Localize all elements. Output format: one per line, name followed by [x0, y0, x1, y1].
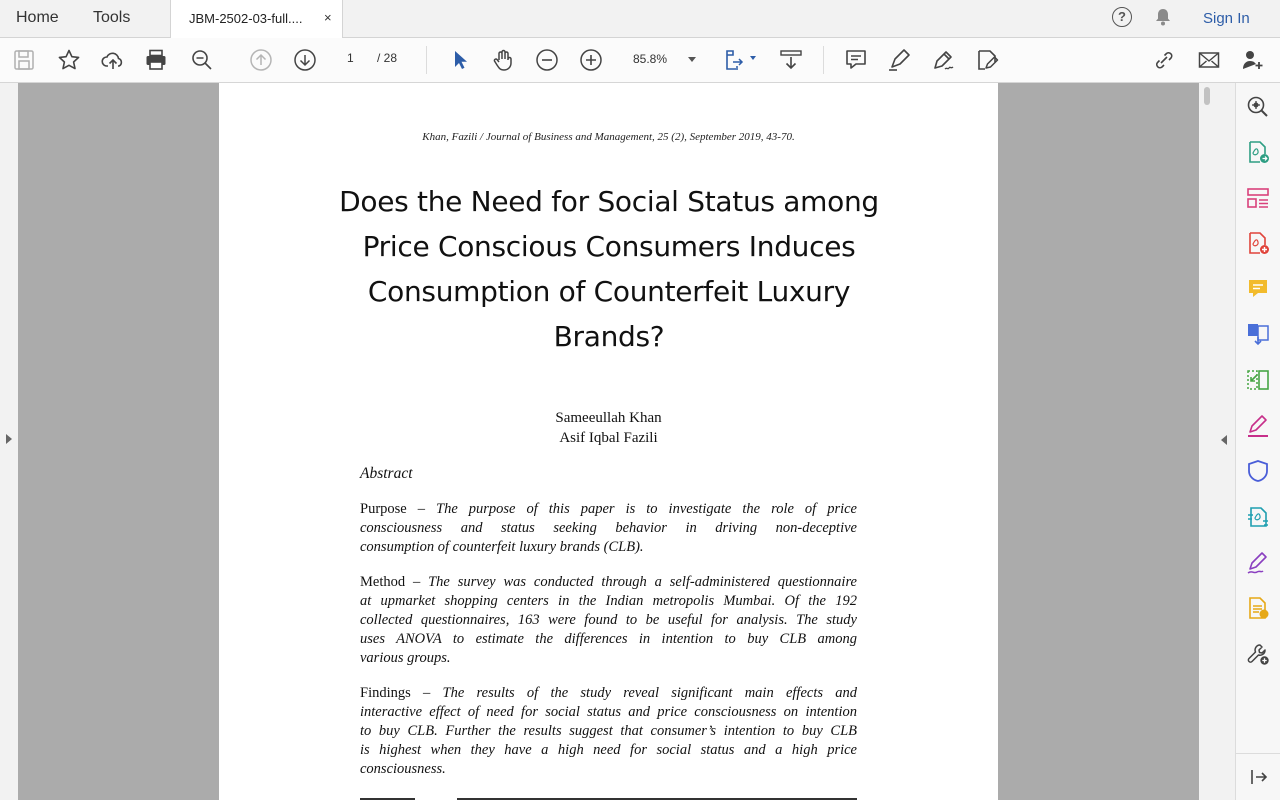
left-panel-toggle[interactable] [0, 83, 18, 800]
findings-label: Findings [360, 685, 411, 701]
request-signature-icon[interactable] [1246, 551, 1270, 575]
paragraph-line: collected questionnaires, 163 were found to be useful for analysis. The study [360, 612, 857, 628]
star-icon[interactable] [57, 48, 81, 72]
abstract-heading: Abstract [360, 465, 413, 482]
close-tab-icon[interactable]: × [324, 10, 332, 25]
author-name: Asif Iqbal Fazili [559, 430, 658, 446]
toolbar-divider [823, 46, 824, 74]
previous-page-icon[interactable] [249, 48, 273, 72]
print-icon[interactable] [144, 48, 168, 72]
enhance-scan-icon[interactable] [1246, 95, 1270, 119]
zoom-out-icon[interactable] [535, 48, 559, 72]
hand-tool-icon[interactable] [491, 48, 515, 72]
paragraph-line: – The survey was conducted through a self-administered questionnaire [405, 574, 857, 590]
tab-bar [0, 0, 1280, 38]
highlight-pen-icon[interactable] [887, 48, 911, 72]
findings-paragraph [360, 684, 857, 779]
comment-icon[interactable] [844, 48, 868, 72]
cut-off-text [360, 795, 857, 800]
paragraph-line: consciousness and status seeking behavior in driving non-deceptive [360, 520, 857, 536]
paragraph-line: various groups. [360, 650, 451, 666]
purpose-paragraph [360, 500, 857, 557]
scroll-mode-icon[interactable] [779, 48, 803, 72]
share-link-icon[interactable] [1152, 48, 1176, 72]
paragraph-line: is highest when they have a high need for social status and a high price [360, 742, 857, 758]
collapse-panel-icon[interactable] [1246, 765, 1270, 789]
title-line: Brands? [553, 320, 665, 353]
organize-pages-icon[interactable] [1246, 186, 1270, 210]
bell-icon[interactable] [1154, 7, 1172, 27]
right-panel-toggle[interactable] [1216, 83, 1235, 800]
purpose-label: Purpose [360, 501, 407, 517]
fill-sign-tool-icon[interactable] [1246, 414, 1270, 438]
next-page-icon[interactable] [293, 48, 317, 72]
paragraph-line: at upmarket shopping centers in the Indian metropolis Mumbai. Of the 192 [360, 593, 857, 609]
vertical-scrollbar[interactable] [1199, 83, 1216, 800]
zoom-out-search-icon[interactable] [190, 48, 214, 72]
chevron-down-icon[interactable] [750, 56, 756, 60]
panel-divider [1236, 753, 1280, 754]
paragraph-line: interactive effect of need for social status and price consciousness on intention [360, 704, 857, 720]
paragraph-line: uses ANOVA to estimate the differences in intention to buy CLB among [360, 631, 857, 647]
export-pdf-icon[interactable] [1246, 140, 1270, 164]
paragraph-line: consumption of counterfeit luxury brands (CLB). [360, 539, 644, 555]
home-tab[interactable]: Home [16, 9, 59, 26]
title-line: Price Conscious Consumers Induces [362, 230, 856, 263]
tools-pane [1235, 83, 1280, 800]
cloud-upload-icon[interactable] [101, 48, 125, 72]
chevron-left-icon [1221, 435, 1227, 445]
document-tab-label: JBM-2502-03-full.... [189, 11, 303, 26]
paragraph-line: – The purpose of this paper is to investigate the role of price [406, 501, 857, 517]
compress-pdf-icon[interactable] [1246, 368, 1270, 392]
paragraph-line: to buy CLB. Further the results suggest that consumer’s intention to buy CLB [360, 723, 857, 739]
fill-sign-icon[interactable] [975, 48, 999, 72]
title-line: Consumption of Counterfeit Luxury [367, 275, 851, 308]
help-icon[interactable]: ? [1112, 7, 1132, 27]
save-icon[interactable] [12, 48, 36, 72]
add-user-icon[interactable] [1241, 48, 1265, 72]
zoom-value: 85.8% [633, 52, 668, 66]
method-paragraph [360, 573, 857, 668]
tools-tab[interactable]: Tools [93, 9, 131, 26]
title-line: Does the Need for Social Status among [339, 185, 879, 218]
sign-in-link[interactable]: Sign In [1203, 10, 1250, 27]
page-total: / 28 [377, 51, 398, 65]
more-tools-icon[interactable] [1246, 642, 1270, 666]
paragraph-line: – The results of the study reveal significant main effects and [410, 685, 857, 701]
running-header: Khan, Fazili / Journal of Business and Management, 25 (2), September 2019, 43-70. [422, 131, 795, 143]
author-name: Sameeullah Khan [555, 410, 662, 426]
zoom-select[interactable] [624, 49, 702, 69]
select-cursor-icon[interactable] [448, 48, 472, 72]
document-page [219, 83, 998, 800]
chevron-down-icon [688, 57, 696, 62]
sign-pen-icon[interactable] [931, 48, 955, 72]
email-icon[interactable] [1197, 48, 1221, 72]
zoom-in-icon[interactable] [579, 48, 603, 72]
scrollbar-thumb[interactable] [1204, 87, 1210, 105]
page-number-input[interactable]: 1 [347, 51, 354, 65]
paragraph-line: consciousness. [360, 761, 446, 777]
comment-tool-icon[interactable] [1246, 277, 1270, 301]
send-for-review-icon[interactable] [1246, 505, 1270, 529]
method-label: Method [360, 574, 406, 590]
toolbar [0, 38, 1280, 83]
document-title [289, 179, 929, 359]
combine-files-icon[interactable] [1246, 322, 1270, 346]
chevron-right-icon [6, 434, 12, 444]
protect-shield-icon[interactable] [1246, 459, 1270, 483]
fit-page-icon[interactable] [724, 48, 748, 72]
create-pdf-icon[interactable] [1246, 231, 1270, 255]
document-tab[interactable] [170, 0, 343, 38]
send-track-icon[interactable] [1246, 596, 1270, 620]
toolbar-divider [426, 46, 427, 74]
